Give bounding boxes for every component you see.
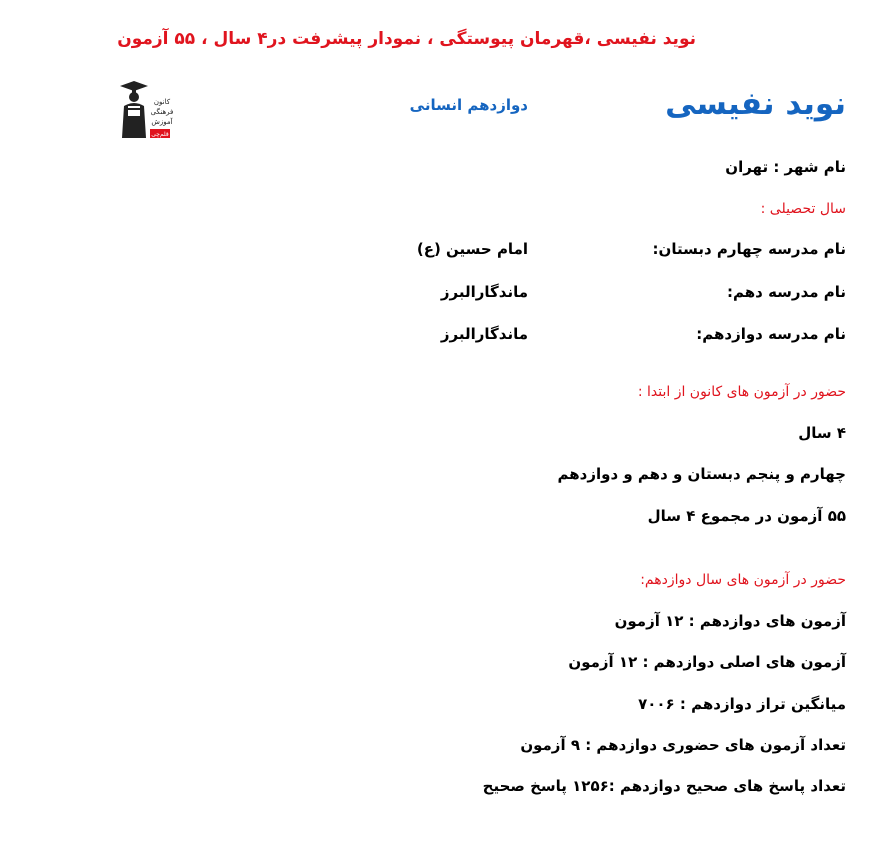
school-value-elementary: امام حسین (ع)	[416, 240, 528, 258]
kanoon-total-exams-line: ۵۵ آزمون در مجموع ۴ سال	[647, 507, 846, 525]
city-line: نام شهر : تهران	[725, 158, 846, 176]
school-year-label: سال تحصیلی :	[760, 201, 846, 217]
school-value-grade10: ماندگارالبرز	[440, 283, 528, 301]
kanoon-since-start-heading: حضور در آزمون های کانون از ابتدا :	[637, 384, 846, 400]
logo-line-2: فرهنگی	[150, 108, 174, 116]
kanoon-years-line: ۴ سال	[798, 424, 846, 442]
grade12-in-person-line: تعداد آزمون های حضوری دوازدهم : ۹ آزمون	[520, 736, 846, 754]
school-value-grade12: ماندگارالبرز	[440, 325, 528, 343]
page-headline: نوید نفیسی ،قهرمان پیوستگی ، نمودار پیشرفت در۴ سال ، ۵۵ آزمون	[117, 29, 696, 49]
logo-badge: قلم‌چی	[151, 131, 169, 138]
grade12-average-line: میانگین تراز دوازدهم : ۷۰۰۶	[638, 695, 846, 713]
student-grade: دوازدهم انسانی	[409, 96, 528, 114]
school-label-grade12: نام مدرسه دوازدهم:	[696, 325, 846, 343]
grade12-main-exams-line: آزمون های اصلی دوازدهم : ۱۲ آزمون	[568, 653, 846, 671]
grade12-correct-answers-line: تعداد پاسخ های صحیح دوازدهم :۱۲۵۶ پاسخ صحیح	[482, 777, 846, 795]
school-label-elementary: نام مدرسه چهارم دبستان:	[652, 240, 846, 258]
logo-line-3: آموزش	[151, 118, 173, 126]
school-label-grade10: نام مدرسه دهم:	[727, 283, 846, 301]
logo-line-1: کانون	[153, 98, 171, 106]
student-name: نوید نفیسی	[665, 86, 846, 122]
grade12-exams-line: آزمون های دوازدهم : ۱۲ آزمون	[614, 612, 846, 630]
kanoon-grades-line: چهارم و پنجم دبستان و دهم و دوازدهم	[557, 465, 846, 483]
grade12-heading: حضور در آزمون های سال دوازدهم:	[640, 572, 846, 588]
kanoon-logo	[112, 76, 174, 140]
